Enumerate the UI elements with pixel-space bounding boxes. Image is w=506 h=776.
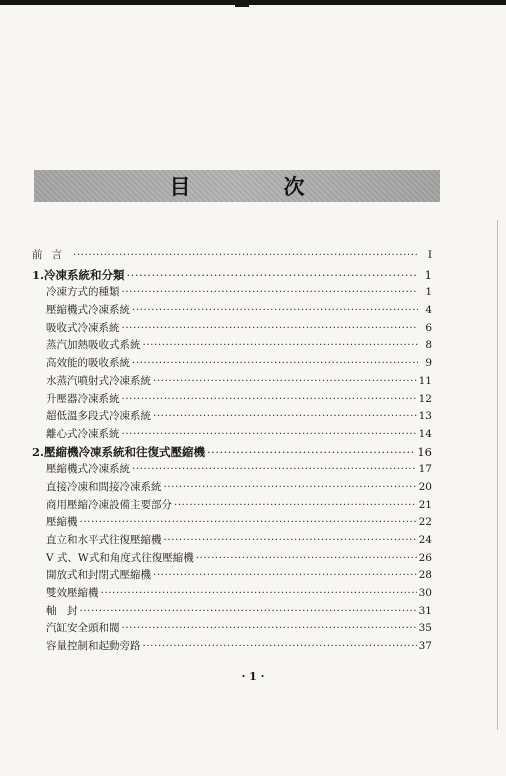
toc-entry-page: 11	[418, 374, 432, 387]
toc-entry-page: 22	[418, 516, 432, 529]
table-of-contents	[32, 247, 432, 656]
toc-entry-page: 1	[424, 267, 432, 282]
toc-entry-label: 冷凍方式的種類	[46, 286, 120, 299]
toc-section-entry	[32, 567, 432, 585]
toc-entry-label: 容量控制和起動旁路	[46, 640, 141, 653]
toc-section-entry	[32, 426, 432, 444]
toc-entry-page: 24	[418, 534, 432, 546]
page-number: · 1 ·	[241, 670, 265, 683]
dot-leader	[153, 410, 417, 422]
toc-entry-label: 吸收式冷凍系統	[46, 321, 120, 334]
toc-entry-label: 1.冷凍系統和分類	[32, 267, 125, 282]
toc-entry-label: 直立和水平式往復壓縮機	[46, 534, 162, 546]
toc-entry-page: 30	[418, 587, 432, 600]
toc-chapter-entry	[32, 267, 432, 285]
toc-section-entry	[32, 514, 432, 532]
page-edge-line	[497, 220, 498, 730]
toc-entry-page: 37	[418, 640, 432, 653]
dot-leader	[207, 445, 415, 459]
dot-leader	[80, 516, 417, 528]
toc-title-banner	[34, 170, 440, 202]
toc-entry-page: 6	[425, 321, 432, 334]
toc-entry-page: 16	[417, 444, 432, 459]
toc-section-entry	[32, 302, 432, 320]
toc-entry-label: 汽缸安全頭和閥	[46, 622, 120, 635]
toc-entry-label: 前言	[32, 249, 71, 261]
dot-leader	[122, 428, 417, 440]
dot-leader	[80, 605, 417, 617]
toc-entry-page: 8	[425, 339, 432, 352]
dot-leader	[153, 569, 417, 581]
toc-entry-label: 離心式冷凍系統	[46, 427, 120, 440]
toc-section-entry	[32, 373, 432, 391]
toc-entry-label: 直接冷凍和間接冷凍系統	[46, 480, 162, 493]
toc-entry-label: 開放式和封閉式壓縮機	[46, 569, 151, 582]
dot-leader	[122, 622, 417, 634]
toc-entry-page: I	[427, 249, 432, 261]
toc-entry-label: 商用壓縮冷凍設備主要部分	[46, 498, 172, 511]
dot-leader	[153, 375, 417, 387]
dot-leader	[101, 587, 417, 599]
dot-leader	[143, 640, 417, 652]
toc-entry-label: 超低溫多段式冷凍系統	[46, 410, 151, 423]
toc-entry-page: 35	[418, 622, 432, 635]
toc-section-entry	[32, 337, 432, 355]
toc-entry-page: 4	[425, 304, 432, 317]
toc-entry-page: 12	[418, 392, 432, 405]
toc-entry-page: 31	[418, 604, 432, 617]
toc-section-entry	[32, 638, 432, 656]
dot-leader	[132, 304, 418, 316]
toc-section-entry	[32, 585, 432, 603]
dot-leader	[122, 393, 417, 405]
toc-entry-page: 14	[418, 427, 432, 440]
dot-leader	[196, 552, 417, 564]
toc-section-entry	[32, 355, 432, 373]
dot-leader	[132, 463, 417, 475]
dot-leader	[164, 534, 417, 546]
toc-section-entry	[32, 320, 432, 338]
toc-section-entry	[32, 532, 432, 550]
toc-entry-label: 2.壓縮機冷凍系統和往復式壓縮機	[32, 444, 206, 459]
toc-section-entry	[32, 497, 432, 515]
dot-leader	[174, 499, 417, 511]
toc-section-entry	[32, 284, 432, 302]
toc-section-entry	[32, 391, 432, 409]
toc-section-entry	[32, 603, 432, 621]
toc-entry-page: 1	[425, 286, 432, 299]
toc-entry-label: 軸 封	[46, 604, 78, 617]
toc-entry-page: 20	[418, 480, 432, 493]
dot-leader	[122, 322, 419, 334]
toc-section-entry	[32, 550, 432, 568]
dot-leader	[73, 249, 418, 261]
toc-section-entry	[32, 408, 432, 426]
dot-leader	[122, 286, 419, 298]
toc-section-entry	[32, 479, 432, 497]
top-border	[0, 0, 506, 5]
toc-entry-page: 13	[418, 410, 432, 423]
toc-preface-entry	[32, 247, 432, 265]
toc-entry-page: 28	[418, 569, 432, 582]
toc-section-entry	[32, 620, 432, 638]
toc-entry-label: 壓縮機式冷凍系統	[46, 463, 130, 476]
toc-entry-label: 壓縮機式冷凍系統	[46, 304, 130, 317]
toc-entry-label: 蒸汽加熱吸收式系統	[46, 339, 141, 352]
dot-leader	[164, 481, 417, 493]
toc-section-entry	[32, 461, 432, 479]
dot-leader	[127, 268, 418, 282]
dot-leader	[143, 339, 419, 351]
toc-entry-page: 21	[418, 498, 432, 511]
toc-entry-label: 雙效壓縮機	[46, 587, 99, 600]
page-title: 目 次	[169, 174, 341, 199]
toc-entry-page: 9	[425, 357, 432, 370]
top-border-notch	[235, 5, 249, 7]
toc-entry-label: V 式、W式和角度式往復壓縮機	[46, 551, 194, 564]
dot-leader	[132, 357, 418, 369]
toc-entry-label: 水蒸汽噴射式冷凍系統	[46, 374, 151, 387]
toc-entry-label: 高效能的吸收系統	[46, 357, 130, 370]
toc-entry-label: 壓縮機	[46, 516, 78, 529]
toc-entry-page: 26	[418, 551, 432, 564]
toc-entry-page: 17	[418, 463, 432, 476]
toc-chapter-entry	[32, 444, 432, 462]
toc-entry-label: 升壓器冷凍系統	[46, 392, 120, 405]
